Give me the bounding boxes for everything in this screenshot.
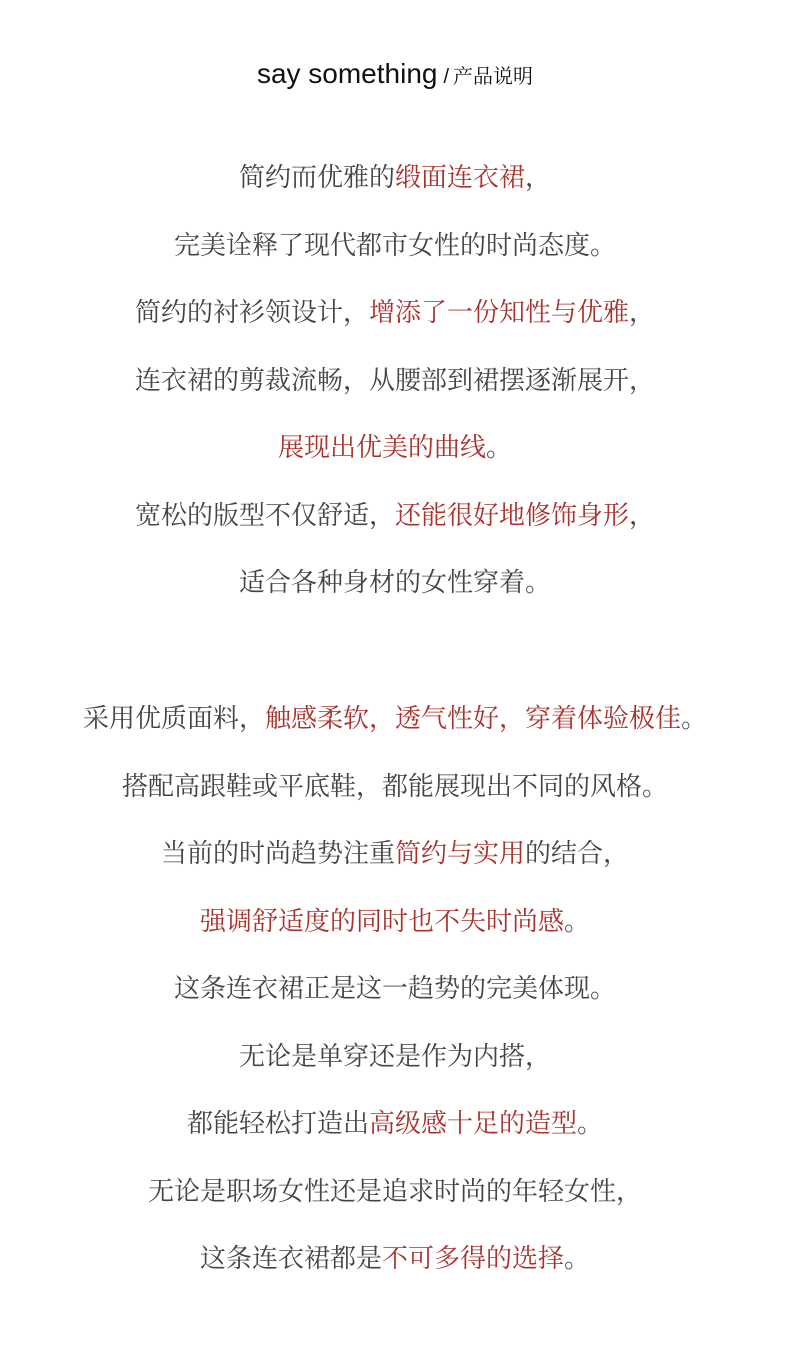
description-line <box>0 1226 790 1294</box>
body-text: 无论是单穿还是作为内搭， <box>238 1041 551 1072</box>
highlight-text: 增添了一份知性与优雅 <box>368 298 629 328</box>
description-line <box>0 821 790 889</box>
body-text: 。 <box>681 704 708 734</box>
body-text: 都能轻松打造出 <box>186 1109 369 1139</box>
body-text: 。 <box>577 1109 604 1139</box>
body-text: 适合各种身材的女性穿着。 <box>238 568 551 598</box>
section-header <box>0 58 790 90</box>
description-line <box>0 889 790 957</box>
highlight-text: 触感柔软，透气性好，穿着体验极佳 <box>264 704 681 734</box>
description-line <box>0 1091 790 1159</box>
body-text: 的结合， <box>525 839 630 869</box>
description-line <box>0 1024 790 1092</box>
description-line <box>0 483 790 551</box>
highlight-text: 高级感十足的造型 <box>368 1109 577 1139</box>
body-text: 简约的衬衫领设计， <box>134 298 369 328</box>
body-text: 宽松的版型不仅舒适， <box>134 500 395 531</box>
body-text: 这条连衣裙都是 <box>199 1244 382 1274</box>
highlight-text: 简约与实用 <box>394 839 525 869</box>
body-text: ， <box>629 298 656 328</box>
highlight-text: 强调舒适度的同时也不失时尚感 <box>199 906 564 937</box>
description-paragraph-1 <box>0 145 790 618</box>
body-text: 简约而优雅的 <box>238 163 395 193</box>
description-line <box>0 415 790 483</box>
description-line <box>0 1159 790 1227</box>
body-text: 这条连衣裙正是这一趋势的完美体现。 <box>173 974 616 1004</box>
body-text: 连衣裙的剪裁流畅，从腰部到裙摆逐渐展开， <box>134 365 655 396</box>
description-line <box>0 550 790 618</box>
description-line <box>0 145 790 213</box>
description-line <box>0 956 790 1024</box>
description-line <box>0 213 790 281</box>
description-line <box>0 348 790 416</box>
highlight-text: 还能很好地修饰身形 <box>394 500 629 531</box>
description-line <box>0 686 790 754</box>
body-text: ， <box>629 500 656 531</box>
description-line <box>0 280 790 348</box>
body-text: 搭配高跟鞋或平底鞋，都能展现出不同的风格。 <box>121 771 668 802</box>
body-text: 。 <box>564 906 591 937</box>
body-text: 完美诠释了现代都市女性的时尚态度。 <box>173 230 616 261</box>
header-title-cn: 产品说明 <box>453 64 534 88</box>
header-title-en: say something <box>256 58 438 89</box>
body-text: 当前的时尚趋势注重 <box>160 839 395 869</box>
body-text: 无论是职场女性还是追求时尚的年轻女性， <box>147 1176 642 1207</box>
body-text: ， <box>525 163 552 193</box>
highlight-text: 缎面连衣裙 <box>394 163 525 193</box>
description-paragraph-2 <box>0 686 790 1294</box>
highlight-text: 不可多得的选择 <box>381 1244 564 1274</box>
header-separator: / <box>443 66 450 88</box>
body-text: 采用优质面料， <box>82 704 265 734</box>
body-text: 。 <box>564 1244 591 1274</box>
body-text: 。 <box>486 433 513 463</box>
description-line <box>0 754 790 822</box>
highlight-text: 展现出优美的曲线 <box>277 433 486 463</box>
